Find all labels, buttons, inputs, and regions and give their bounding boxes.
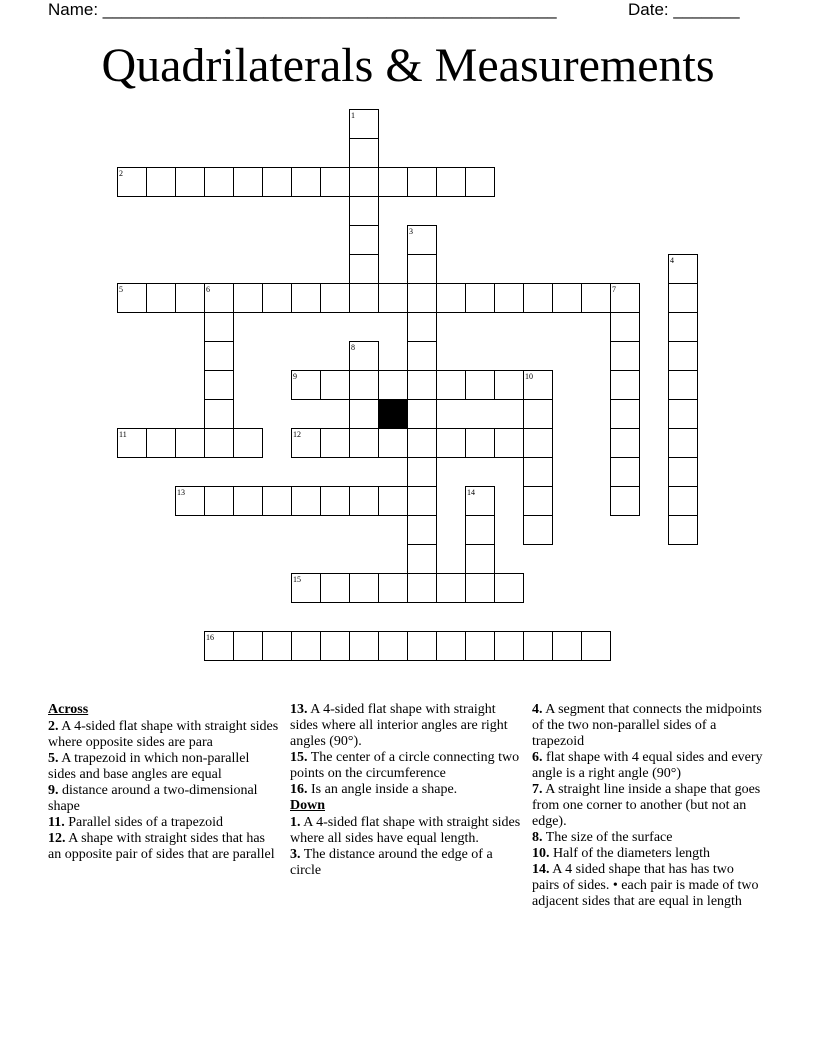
across-clue <box>290 750 522 782</box>
crossword-cell[interactable] <box>407 254 437 284</box>
crossword-cell[interactable] <box>668 428 698 458</box>
crossword-cell[interactable] <box>436 631 466 661</box>
crossword-cell[interactable] <box>262 283 292 313</box>
clue-number: 4. <box>532 702 543 717</box>
page-title: Quadrilaterals & Measurements <box>101 39 715 92</box>
crossword-cell[interactable] <box>291 283 321 313</box>
crossword-cell[interactable] <box>668 312 698 342</box>
crossword-cell[interactable] <box>523 457 553 487</box>
clue-number: 6. <box>532 750 543 765</box>
crossword-cell[interactable] <box>610 370 640 400</box>
crossword-cell[interactable] <box>320 167 350 197</box>
crossword-cell[interactable] <box>465 573 495 603</box>
down-clue <box>532 782 764 830</box>
crossword-cell[interactable] <box>320 631 350 661</box>
down-clue <box>290 847 522 879</box>
crossword-cell[interactable] <box>233 283 263 313</box>
crossword-cell[interactable] <box>349 573 379 603</box>
cell-number: 5 <box>119 285 123 294</box>
cell-number: 1 <box>351 111 355 120</box>
down-clue <box>532 846 764 862</box>
crossword-cell[interactable] <box>668 283 698 313</box>
crossword-cell[interactable] <box>291 486 321 516</box>
crossword-cell[interactable] <box>204 399 234 429</box>
across-clue <box>48 815 280 831</box>
cell-number: 9 <box>293 372 297 381</box>
clue-text: flat shape with 4 equal sides and every angle is a right angle (90°) <box>532 750 763 781</box>
crossword-cell[interactable] <box>378 631 408 661</box>
crossword-cell[interactable] <box>668 399 698 429</box>
crossword-cell[interactable] <box>320 283 350 313</box>
crossword-cell[interactable] <box>320 428 350 458</box>
clues-column-1 <box>48 702 280 863</box>
crossword-cell[interactable] <box>407 312 437 342</box>
across-clue <box>48 719 280 751</box>
crossword-cell[interactable] <box>581 283 611 313</box>
crossword-cell[interactable] <box>407 341 437 371</box>
across-clue <box>48 751 280 783</box>
clue-number: 3. <box>290 847 301 862</box>
crossword-cell[interactable] <box>465 370 495 400</box>
crossword-cell[interactable] <box>204 312 234 342</box>
crossword-cell[interactable] <box>291 631 321 661</box>
clue-text: Half of the diameters length <box>553 846 711 861</box>
clue-text: Is an angle inside a shape. <box>311 782 458 797</box>
crossword-cell[interactable] <box>320 573 350 603</box>
cell-number: 15 <box>293 575 301 584</box>
crossword-cell[interactable] <box>349 225 379 255</box>
crossword-cell[interactable] <box>407 167 437 197</box>
crossword-cell[interactable] <box>320 370 350 400</box>
clue-number: 15. <box>290 750 308 765</box>
crossword-cell[interactable] <box>407 573 437 603</box>
crossword-cell[interactable] <box>668 486 698 516</box>
crossword-cell[interactable] <box>378 486 408 516</box>
crossword-cell[interactable] <box>407 457 437 487</box>
crossword-cell[interactable] <box>552 631 582 661</box>
crossword-cell[interactable] <box>465 167 495 197</box>
crossword-cell[interactable] <box>407 370 437 400</box>
crossword-cell[interactable] <box>175 167 205 197</box>
crossword-cell[interactable] <box>233 486 263 516</box>
crossword-cell[interactable] <box>204 167 234 197</box>
down-clue <box>532 830 764 846</box>
down-clue <box>532 862 764 910</box>
crossword-cell[interactable] <box>407 631 437 661</box>
crossword-cell[interactable] <box>349 486 379 516</box>
crossword-cell[interactable] <box>349 399 379 429</box>
name-field: Name: ________________________________________________ <box>48 0 557 19</box>
crossword-cell[interactable] <box>523 486 553 516</box>
crossword-cell[interactable] <box>610 457 640 487</box>
clue-text: A 4-sided flat shape with straight sides where all sides have equal length. <box>290 815 521 846</box>
clue-text: A straight line inside a shape that goes from one corner to another (but not an edge). <box>532 782 761 829</box>
crossword-cell[interactable] <box>407 283 437 313</box>
clue-text: A 4 sided shape that has has two pairs of sides. • each pair is made of two adjacent sides that are equal in length <box>532 862 759 909</box>
crossword-cell[interactable] <box>494 428 524 458</box>
crossword-cell[interactable] <box>175 283 205 313</box>
crossword-cell[interactable] <box>610 428 640 458</box>
crossword-cell[interactable] <box>378 573 408 603</box>
crossword-cell[interactable] <box>233 631 263 661</box>
clues-column-3 <box>532 702 764 910</box>
cell-number: 2 <box>119 169 123 178</box>
crossword-cell[interactable] <box>523 399 553 429</box>
clue-text: Parallel sides of a trapezoid <box>68 815 223 830</box>
crossword-cell[interactable] <box>436 370 466 400</box>
crossword-cell[interactable] <box>204 486 234 516</box>
crossword-cell[interactable] <box>494 631 524 661</box>
clue-text: distance around a two-dimensional shape <box>48 783 258 814</box>
crossword-cell[interactable] <box>407 515 437 545</box>
clue-number: 10. <box>532 846 550 861</box>
crossword-cell[interactable] <box>204 370 234 400</box>
crossword-cell[interactable] <box>378 428 408 458</box>
clue-number: 7. <box>532 782 543 797</box>
black-cell <box>378 399 408 429</box>
across-heading: Across <box>48 702 89 717</box>
crossword-cell[interactable] <box>436 573 466 603</box>
down-clue <box>532 702 764 750</box>
cell-number: 12 <box>293 430 301 439</box>
date-field: Date: _______ <box>628 0 740 19</box>
cell-number: 16 <box>206 633 214 642</box>
crossword-cell[interactable] <box>610 341 640 371</box>
cell-number: 4 <box>670 256 674 265</box>
across-clue <box>48 783 280 815</box>
clue-text: A 4-sided flat shape with straight sides where all interior angles are right angles (90°). <box>290 702 508 749</box>
crossword-cell[interactable] <box>465 515 495 545</box>
crossword-cell[interactable] <box>465 544 495 574</box>
crossword-cell[interactable] <box>494 283 524 313</box>
crossword-cell[interactable] <box>610 486 640 516</box>
cell-number: 3 <box>409 227 413 236</box>
cell-number: 7 <box>612 285 616 294</box>
clue-number: 12. <box>48 831 66 846</box>
crossword-cell[interactable] <box>175 428 205 458</box>
clue-text: The distance around the edge of a circle <box>290 847 493 878</box>
down-clue <box>290 815 522 847</box>
crossword-cell[interactable] <box>407 428 437 458</box>
cell-number: 6 <box>206 285 210 294</box>
crossword-cell[interactable] <box>349 428 379 458</box>
down-heading: Down <box>290 798 326 813</box>
across-clue <box>290 782 522 798</box>
clue-number: 9. <box>48 783 59 798</box>
crossword-cell[interactable] <box>233 428 263 458</box>
clue-number: 8. <box>532 830 543 845</box>
crossword-cell[interactable] <box>320 486 350 516</box>
clue-number: 11. <box>48 815 65 830</box>
crossword-cell[interactable] <box>494 573 524 603</box>
crossword-cell[interactable] <box>407 544 437 574</box>
crossword-cell[interactable] <box>349 283 379 313</box>
cell-number: 13 <box>177 488 185 497</box>
crossword-cell[interactable] <box>610 399 640 429</box>
clue-text: The size of the surface <box>545 830 673 845</box>
across-clue <box>48 831 280 863</box>
crossword-cell[interactable] <box>494 370 524 400</box>
crossword-cell[interactable] <box>523 428 553 458</box>
crossword-cell[interactable] <box>262 631 292 661</box>
crossword-cell[interactable] <box>552 283 582 313</box>
crossword-cell[interactable] <box>465 631 495 661</box>
crossword-cell[interactable] <box>378 370 408 400</box>
crossword-cell[interactable] <box>204 341 234 371</box>
crossword-cell[interactable] <box>407 486 437 516</box>
crossword-cell[interactable] <box>349 631 379 661</box>
clue-text: A 4-sided flat shape with straight sides where opposite sides are para <box>48 719 279 750</box>
down-clue <box>532 750 764 782</box>
crossword-cell[interactable] <box>465 428 495 458</box>
cell-number: 8 <box>351 343 355 352</box>
clues-column-2 <box>290 702 522 879</box>
clue-number: 1. <box>290 815 301 830</box>
clue-text: A segment that connects the midpoints of the two non-parallel sides of a trapezoid <box>532 702 762 749</box>
cell-number: 10 <box>525 372 533 381</box>
crossword-cell[interactable] <box>146 428 176 458</box>
crossword-cell[interactable] <box>581 631 611 661</box>
crossword-cell[interactable] <box>668 341 698 371</box>
crossword-cell[interactable] <box>378 283 408 313</box>
clue-text: A trapezoid in which non-parallel sides and base angles are equal <box>48 751 250 782</box>
clue-text: The center of a circle connecting two points on the circumference <box>290 750 520 781</box>
crossword-cell[interactable] <box>349 196 379 226</box>
cell-number: 11 <box>119 430 127 439</box>
crossword-cell[interactable] <box>262 167 292 197</box>
crossword-cell[interactable] <box>349 370 379 400</box>
crossword-cell[interactable] <box>523 515 553 545</box>
crossword-cell[interactable] <box>378 167 408 197</box>
crossword-cell[interactable] <box>349 138 379 168</box>
crossword-cell[interactable] <box>436 428 466 458</box>
crossword-cell[interactable] <box>465 283 495 313</box>
across-clue <box>290 702 522 750</box>
crossword-cell[interactable] <box>436 283 466 313</box>
crossword-cell[interactable] <box>668 457 698 487</box>
crossword-cell[interactable] <box>668 515 698 545</box>
cell-number: 14 <box>467 488 475 497</box>
crossword-cell[interactable] <box>523 283 553 313</box>
clue-number: 13. <box>290 702 308 717</box>
crossword-cell[interactable] <box>436 167 466 197</box>
crossword-cell[interactable] <box>291 167 321 197</box>
crossword-cell[interactable] <box>233 167 263 197</box>
crossword-cell[interactable] <box>407 399 437 429</box>
crossword-cell[interactable] <box>349 254 379 284</box>
clue-number: 14. <box>532 862 550 877</box>
clue-number: 2. <box>48 719 59 734</box>
clue-text: A shape with straight sides that has an opposite pair of sides that are parallel <box>48 831 275 862</box>
crossword-cell[interactable] <box>146 283 176 313</box>
crossword-cell[interactable] <box>523 631 553 661</box>
crossword-cell[interactable] <box>349 167 379 197</box>
clue-number: 5. <box>48 751 59 766</box>
crossword-cell[interactable] <box>668 370 698 400</box>
crossword-cell[interactable] <box>262 486 292 516</box>
crossword-cell[interactable] <box>146 167 176 197</box>
crossword-cell[interactable] <box>204 428 234 458</box>
clue-number: 16. <box>290 782 308 797</box>
crossword-cell[interactable] <box>610 312 640 342</box>
